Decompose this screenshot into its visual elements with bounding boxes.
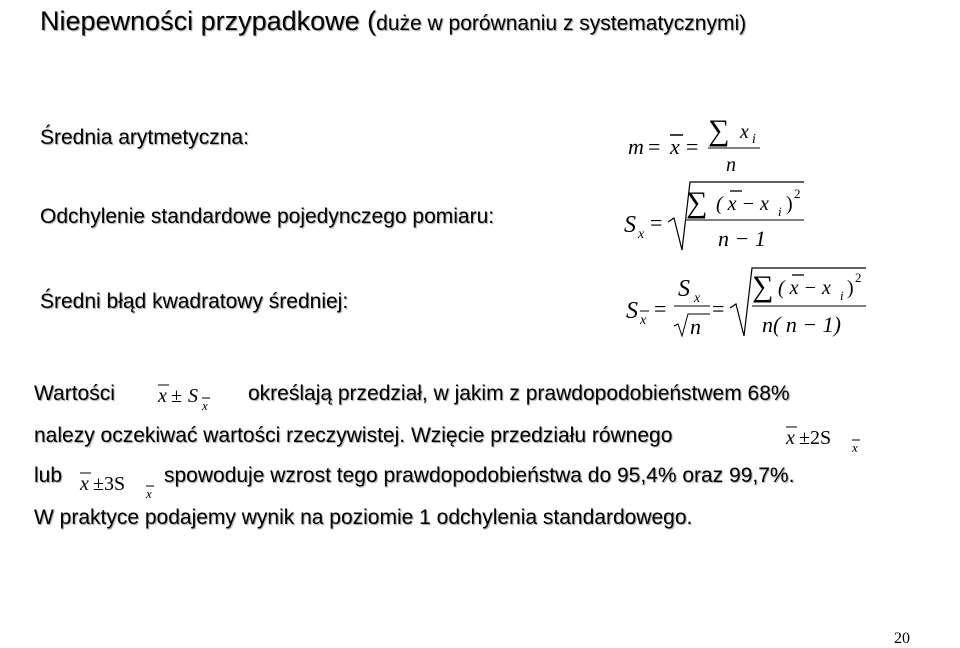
inline3-x: x xyxy=(80,473,89,495)
inline1-x: x xyxy=(158,385,167,407)
f1-x: x xyxy=(670,134,680,159)
f2-sum: ∑ xyxy=(686,186,708,219)
inline1-sub: x xyxy=(202,398,208,413)
f3-eq2: = xyxy=(712,296,725,321)
title-main: Niepewności przypadkowe ( xyxy=(40,6,377,36)
slide-title xyxy=(40,6,746,37)
f1-n: n xyxy=(726,154,736,176)
f2-expr: ( x − x xyxy=(716,193,769,215)
f3-sub: x xyxy=(640,313,647,328)
formula-std-mean xyxy=(622,262,872,342)
f3-expr: ( x − x xyxy=(778,277,831,299)
f1-eq2: = xyxy=(686,134,699,159)
inline-x-pm-S xyxy=(156,376,236,412)
inline3-sub: x xyxy=(146,486,152,501)
f3-den: n( n − 1) xyxy=(762,312,841,337)
f2-sub: x xyxy=(638,227,645,242)
f3-subnum: x xyxy=(694,291,701,306)
para-line1-b: określają przedział, w jakim z prawdopodobieństwem 68% xyxy=(248,382,790,405)
inline2-pm: ±2S xyxy=(799,427,832,449)
para-line3-a: lub xyxy=(34,464,63,487)
f2-S: S xyxy=(624,212,636,238)
para-line2: nalezy oczekiwać wartości rzeczywistej. Wzięcie przedziału równego xyxy=(34,424,673,447)
f2-i: i xyxy=(778,204,782,219)
f3-Snum: S xyxy=(678,276,690,302)
inline2-x: x xyxy=(786,427,795,449)
f3-close: ) xyxy=(847,277,854,299)
inline-x-pm-3S xyxy=(78,464,168,500)
f3-i: i xyxy=(840,288,844,303)
inline-x-pm-2S xyxy=(784,418,874,454)
f1-xi: x xyxy=(740,121,749,143)
label-std-single: Odchylenie standardowe pojedynczego pomiaru: xyxy=(40,205,495,228)
inline1-pm: ± xyxy=(171,385,182,407)
label-std-mean: Średni błąd kwadratowy średniej: xyxy=(40,290,349,313)
f1-eq1: = xyxy=(648,134,661,159)
f3-sum: ∑ xyxy=(752,270,774,303)
para-line1-a: Wartości xyxy=(34,382,115,405)
f2-close: ) xyxy=(786,193,793,215)
formula-std-single xyxy=(620,178,820,258)
f2-sq: 2 xyxy=(794,186,801,201)
f3-sq: 2 xyxy=(855,270,862,285)
f3-eq1: = xyxy=(654,296,667,321)
inline3-pm: ±3S xyxy=(93,473,126,495)
f1-sum: ∑ xyxy=(708,114,730,147)
page-number: 20 xyxy=(894,630,910,647)
f2-eq: = xyxy=(650,210,663,235)
f3-S: S xyxy=(626,298,638,324)
title-sub: duże w porównaniu z systematycznymi) xyxy=(376,12,747,35)
title-bar xyxy=(0,0,960,47)
inline1-S: S xyxy=(188,385,198,407)
f3-n: n xyxy=(690,314,701,339)
para-line4: W praktyce podajemy wynik na poziomie 1 odchylenia standardowego. xyxy=(34,506,693,529)
f1-i: i xyxy=(752,132,756,147)
para-line3-b: spowoduje wzrost tego prawdopodobieństwa do 95,4% oraz 99,7%. xyxy=(164,464,795,487)
formula-mean xyxy=(620,108,770,178)
label-mean: Średnia arytmetyczna: xyxy=(40,126,249,149)
inline2-sub: x xyxy=(852,440,858,455)
f1-m: m xyxy=(628,134,644,159)
f2-den: n − 1 xyxy=(718,226,766,251)
